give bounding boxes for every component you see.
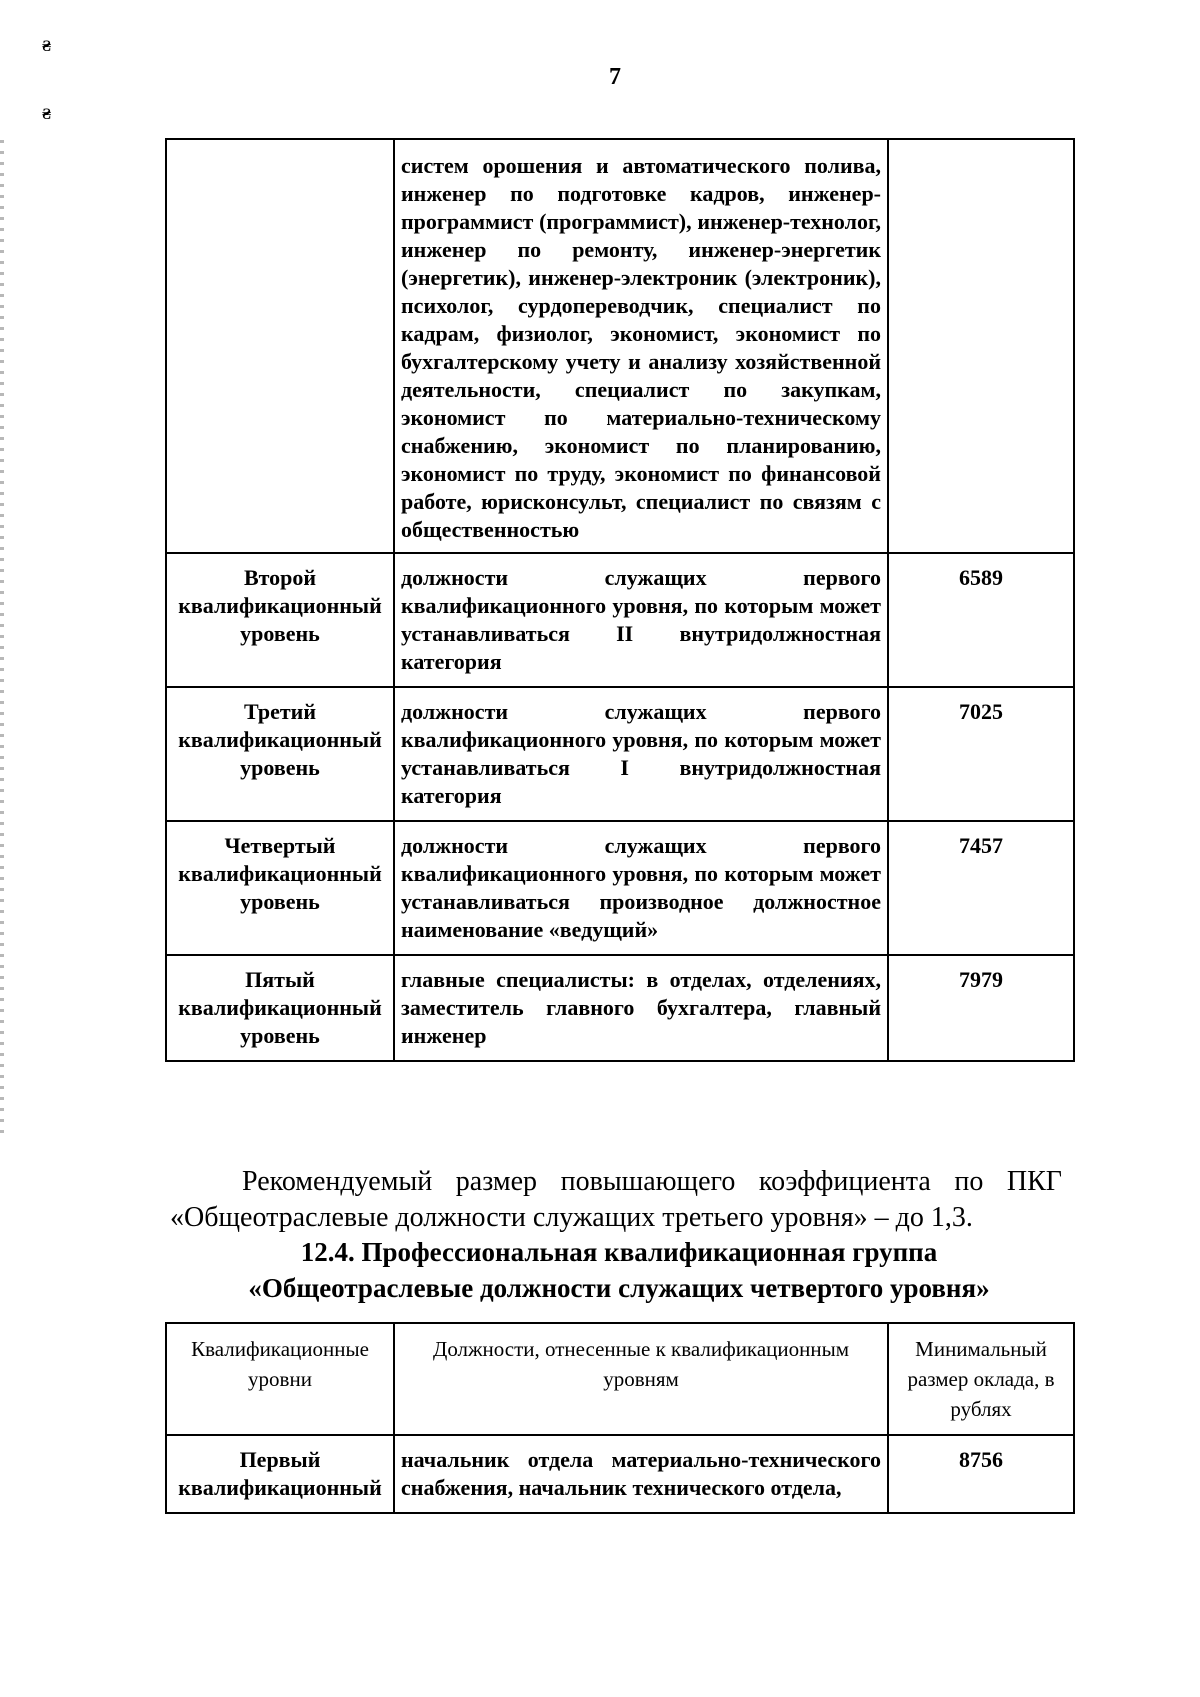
column-header-positions: Должности, отнесенные к квалификационным уровням <box>394 1323 888 1435</box>
salary-cell: 7025 <box>888 687 1074 821</box>
scan-edge-artifact <box>0 140 4 1140</box>
level-cell: Третий квалификационный уровень <box>166 687 394 821</box>
page-number: 7 <box>609 64 621 90</box>
column-header-levels: Квалификационные уровни <box>166 1323 394 1435</box>
table-row <box>166 955 1074 1061</box>
coefficient-paragraph: Рекомендуемый размер повышающего коэффициента по ПКГ «Общеотраслевые должности служащих третьего уровня» – до 1,3. <box>170 1166 1062 1233</box>
positions-cell: должности служащих первого квалификационного уровня, по которым может устанавливаться II внутридолжностная категория <box>394 553 888 687</box>
level-cell: Второй квалификационный уровень <box>166 553 394 687</box>
salary-cell: 7457 <box>888 821 1074 955</box>
level-cell: Четвертый квалификационный уровень <box>166 821 394 955</box>
salary-cell: 8756 <box>888 1435 1074 1513</box>
positions-cell: главные специалисты: в отделах, отделениях, заместитель главного бухгалтера, главный инженер <box>394 955 888 1061</box>
section-heading <box>165 1234 1073 1306</box>
salary-cell <box>888 139 1074 553</box>
table-header-row <box>166 1323 1074 1435</box>
qualification-table-continued <box>165 138 1075 1062</box>
level-cell: Пятый квалификационный уровень <box>166 955 394 1061</box>
positions-cell: систем орошения и автоматического полива, инженер по подготовке кадров, инженер-программист (программист), инженер-технолог, инженер по ремонту, инженер-энергетик (энергетик), инженер-электроник (электроник), психолог, сурдопереводчик, специалист по кадрам, физиолог, экономист, экономист по бухгалтерскому учету и анализу хозяйственной деятельности, специалист по закупкам, экономист по материально-техническому снабжению, экономист по планированию, экономист по труду, экономист по финансовой работе, юрисконсульт, специалист по связям с общественностью <box>394 139 888 553</box>
margin-mark: ₴ <box>42 106 51 123</box>
positions-cell: должности служащих первого квалификационного уровня, по которым может устанавливаться I внутридолжностная категория <box>394 687 888 821</box>
salary-cell: 7979 <box>888 955 1074 1061</box>
table-row <box>166 1435 1074 1513</box>
margin-mark: ₴ <box>42 38 51 55</box>
table-row <box>166 821 1074 955</box>
table-row <box>166 553 1074 687</box>
table-row <box>166 687 1074 821</box>
level-cell <box>166 139 394 553</box>
level-cell: Первый квалификационный <box>166 1435 394 1513</box>
positions-cell: должности служащих первого квалификационного уровня, по которым может устанавливаться производное должностное наименование «ведущий» <box>394 821 888 955</box>
column-header-salary: Минимальный размер оклада, в рублях <box>888 1323 1074 1435</box>
qualification-table <box>165 1322 1075 1514</box>
section-heading-line: 12.4. Профессиональная квалификационная группа <box>300 1237 938 1267</box>
salary-cell: 6589 <box>888 553 1074 687</box>
table-row <box>166 139 1074 553</box>
positions-cell: начальник отдела материально-технического снабжения, начальник технического отдела, <box>394 1435 888 1513</box>
section-heading-line: «Общеотраслевые должности служащих четвертого уровня» <box>248 1273 990 1303</box>
